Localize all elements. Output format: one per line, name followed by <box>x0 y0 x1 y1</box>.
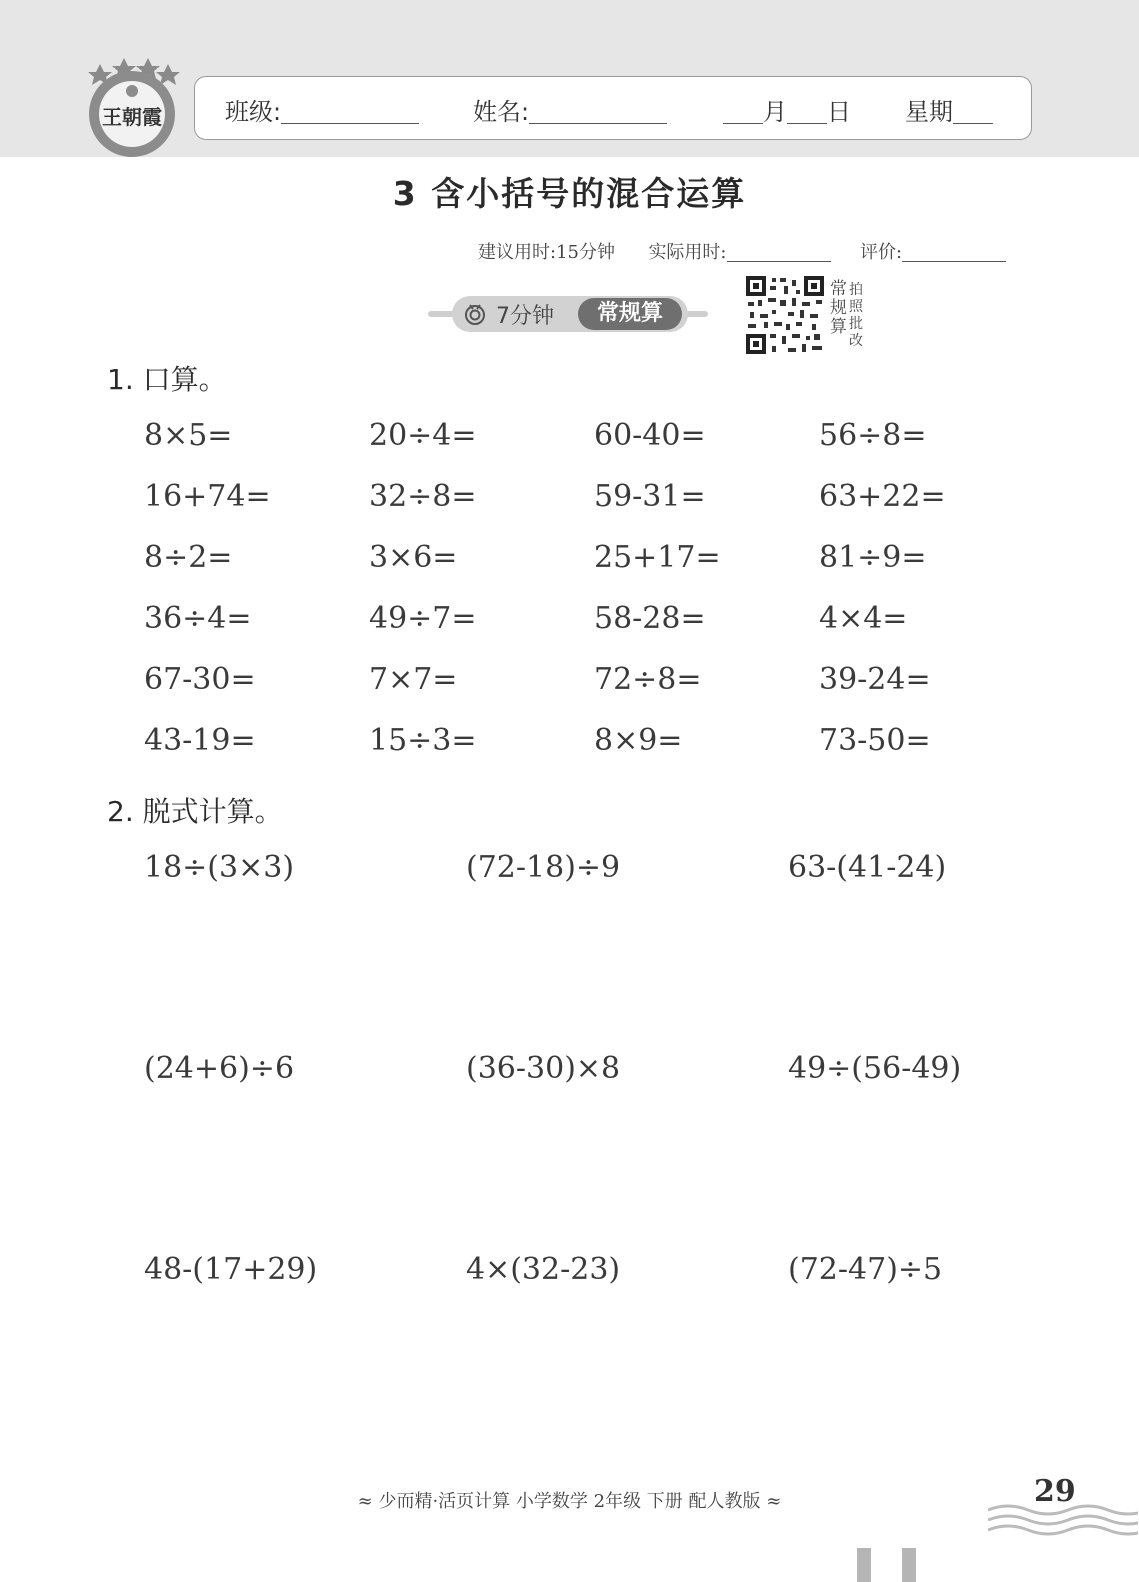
weekday-label: 星期 <box>905 98 953 126</box>
date-field[interactable] <box>723 92 851 127</box>
month-blank[interactable] <box>723 99 763 124</box>
rating-label: 评价: <box>859 242 903 263</box>
oral-row <box>144 601 1044 662</box>
problem-item: 49÷(56-49) <box>788 1051 962 1086</box>
section-1-title: 1. 口算。 <box>107 363 227 396</box>
problem-item: (72-47)÷5 <box>788 1252 943 1287</box>
suggested-time: 建议用时:15分钟 <box>478 242 615 263</box>
oral-item: 3×6= <box>369 540 458 575</box>
oral-item: 58-28= <box>594 601 706 636</box>
rating-blank[interactable] <box>902 241 1006 262</box>
section-2-title: 2. 脱式计算。 <box>107 795 283 828</box>
oral-row <box>144 662 1044 723</box>
oral-item: 72÷8= <box>594 662 702 697</box>
class-label: 班级: <box>225 98 282 126</box>
oral-item: 15÷3= <box>369 723 477 758</box>
problem-item: (36-30)×8 <box>466 1051 621 1086</box>
oral-item: 20÷4= <box>369 418 477 453</box>
oral-item: 8÷2= <box>144 540 233 575</box>
pill-tag: 常规算 <box>578 298 682 330</box>
qr-code[interactable] <box>746 276 824 354</box>
page-number: 29 <box>1034 1474 1076 1509</box>
problem-item: 18÷(3×3) <box>144 850 295 885</box>
oral-item: 59-31= <box>594 479 706 514</box>
oral-calc-grid <box>144 418 1044 784</box>
wave-decoration-icon <box>988 1500 1138 1540</box>
oral-item: 43-19= <box>144 723 256 758</box>
oral-row <box>144 723 1044 784</box>
medal-icon <box>464 303 486 325</box>
qr-label-sub: 拍照批改 <box>849 282 863 349</box>
oral-item: 16+74= <box>144 479 271 514</box>
binding-bar-left <box>857 1548 871 1582</box>
oral-item: 67-30= <box>144 662 256 697</box>
oral-item: 49÷7= <box>369 601 477 636</box>
weekday-field[interactable] <box>905 92 993 127</box>
month-label: 月 <box>763 98 787 126</box>
oral-item: 56÷8= <box>819 418 927 453</box>
oral-item: 63+22= <box>819 479 946 514</box>
binding-bar-right <box>902 1548 916 1582</box>
problem-item: (72-18)÷9 <box>466 850 621 885</box>
actual-time-blank[interactable] <box>727 241 831 262</box>
oral-item: 8×9= <box>594 723 683 758</box>
oral-item: 32÷8= <box>369 479 477 514</box>
oral-item: 36÷4= <box>144 601 252 636</box>
oral-row <box>144 540 1044 601</box>
logo-text: 王朝霞 <box>102 105 162 129</box>
oral-item: 73-50= <box>819 723 931 758</box>
oral-item: 8×5= <box>144 418 233 453</box>
weekday-blank[interactable] <box>953 99 993 124</box>
time-pill <box>452 296 688 332</box>
actual-time-label: 实际用时: <box>648 242 727 263</box>
oral-item: 60-40= <box>594 418 706 453</box>
timing-line <box>478 238 1006 264</box>
name-field[interactable] <box>473 92 667 127</box>
class-blank[interactable] <box>281 99 419 124</box>
pill-time: 7分钟 <box>496 304 554 329</box>
oral-row <box>144 479 1044 540</box>
problem-item: (24+6)÷6 <box>144 1051 295 1086</box>
day-label: 日 <box>827 98 851 126</box>
problem-item: 48-(17+29) <box>144 1252 318 1287</box>
footer-text: ≈ 少而精·活页计算 小学数学 2年级 下册 配人教版 ≈ <box>357 1491 782 1512</box>
class-field[interactable] <box>225 92 419 127</box>
brand-logo <box>84 58 180 158</box>
oral-item: 25+17= <box>594 540 721 575</box>
oral-item: 81÷9= <box>819 540 927 575</box>
oral-row <box>144 418 1044 479</box>
oral-item: 39-24= <box>819 662 931 697</box>
page-title: 3 含小括号的混合运算 <box>392 174 747 213</box>
name-blank[interactable] <box>529 99 667 124</box>
oral-item: 4×4= <box>819 601 908 636</box>
oral-item: 7×7= <box>369 662 458 697</box>
day-blank[interactable] <box>787 99 827 124</box>
qr-label-main: 常规算 <box>830 279 847 337</box>
name-label: 姓名: <box>473 98 530 126</box>
student-info-box <box>194 76 1032 140</box>
problem-item: 4×(32-23) <box>466 1252 621 1287</box>
problem-item: 63-(41-24) <box>788 850 947 885</box>
